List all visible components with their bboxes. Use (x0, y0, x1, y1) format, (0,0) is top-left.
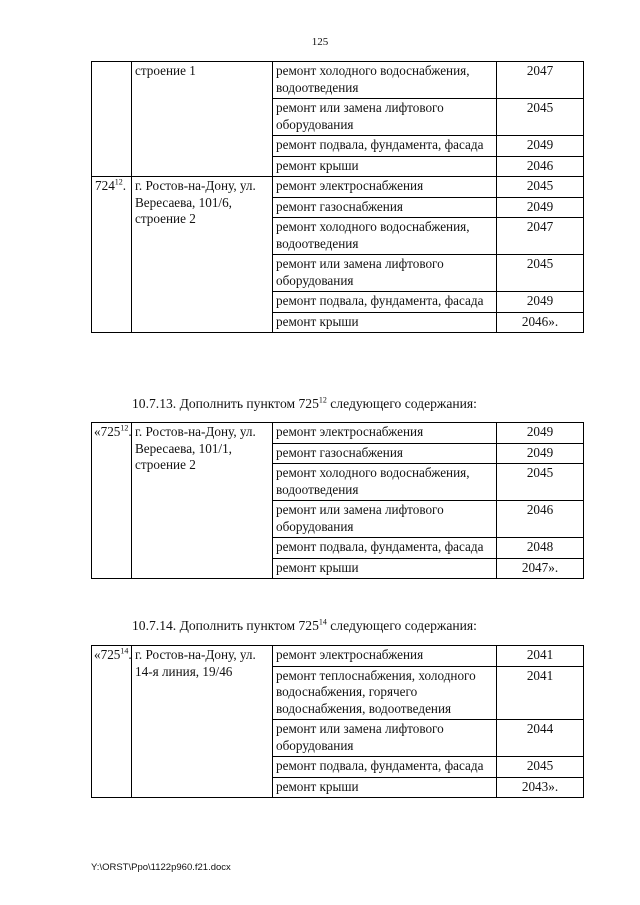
work-cell: ремонт холодного водоснабжения, водоотведения (273, 464, 497, 501)
paragraph-text-end: следующего содержания: (326, 618, 477, 633)
year-cell: 2044 (497, 720, 584, 757)
year-cell: 2049 (497, 197, 584, 218)
item-number-sup: 12 (114, 177, 123, 187)
year-cell: 2046». (497, 312, 584, 333)
paragraph-text-end: следующего содержания: (326, 396, 477, 411)
year-cell: 2049 (497, 423, 584, 444)
year-cell: 2041 (497, 646, 584, 667)
item-number: 724 (95, 178, 115, 193)
work-cell: ремонт или замена лифтового оборудования (273, 501, 497, 538)
work-cell: ремонт газоснабжения (273, 443, 497, 464)
paragraph-sup: 14 (318, 617, 327, 627)
paragraph-sup: 12 (318, 395, 327, 405)
address-cell: г. Ростов-на-Дону, ул. Вересаева, 101/6, строение 2 (132, 177, 273, 333)
work-cell: ремонт подвала, фундамента, фасада (273, 136, 497, 157)
work-cell: ремонт электроснабжения (273, 423, 497, 444)
item-number-cell (92, 646, 132, 798)
year-cell: 2045 (497, 255, 584, 292)
works-table-725-12 (91, 422, 584, 579)
year-cell: 2045 (497, 464, 584, 501)
paragraph-text: 10.7.14. Дополнить пунктом 725 (132, 618, 319, 633)
work-cell: ремонт крыши (273, 777, 497, 798)
amendment-paragraph (132, 396, 477, 412)
year-cell: 2048 (497, 538, 584, 559)
item-number-sup: 14 (120, 646, 129, 656)
table-row (92, 177, 584, 198)
year-cell: 2047 (497, 218, 584, 255)
work-cell: ремонт или замена лифтового оборудования (273, 720, 497, 757)
year-cell: 2043». (497, 777, 584, 798)
works-table-continued (91, 61, 584, 333)
item-number-cell (92, 423, 132, 579)
year-cell: 2041 (497, 666, 584, 720)
work-cell: ремонт крыши (273, 558, 497, 579)
work-cell: ремонт холодного водоснабжения, водоотведения (273, 218, 497, 255)
work-cell: ремонт или замена лифтового оборудования (273, 255, 497, 292)
address-cell: г. Ростов-на-Дону, ул. Вересаева, 101/1, строение 2 (132, 423, 273, 579)
address-cell: строение 1 (132, 62, 273, 177)
item-number-suffix: . (128, 424, 132, 439)
address-cell: г. Ростов-на-Дону, ул. 14-я линия, 19/46 (132, 646, 273, 798)
year-cell: 2045 (497, 99, 584, 136)
page-number: 125 (311, 36, 329, 48)
year-cell: 2049 (497, 136, 584, 157)
year-cell: 2045 (497, 177, 584, 198)
file-path-footer: Y:\ORST\Ppo\1122p960.f21.docx (91, 862, 231, 873)
work-cell: ремонт подвала, фундамента, фасада (273, 538, 497, 559)
item-number-sup: 12 (120, 423, 129, 433)
work-cell: ремонт электроснабжения (273, 646, 497, 667)
work-cell: ремонт электроснабжения (273, 177, 497, 198)
year-cell: 2049 (497, 292, 584, 313)
work-cell: ремонт теплоснабжения, холодного водоснабжения, горячего водоснабжения, водоотведения (273, 666, 497, 720)
item-number-suffix: . (128, 647, 132, 662)
work-cell: ремонт подвала, фундамента, фасада (273, 757, 497, 778)
item-number: «725 (94, 647, 121, 662)
works-table-725-14 (91, 645, 584, 798)
year-cell: 2047». (497, 558, 584, 579)
work-cell: ремонт крыши (273, 312, 497, 333)
year-cell: 2049 (497, 443, 584, 464)
item-number-suffix: . (122, 178, 127, 193)
table-row (92, 646, 584, 667)
year-cell: 2046 (497, 156, 584, 177)
table-row (92, 423, 584, 444)
year-cell: 2045 (497, 757, 584, 778)
paragraph-text: 10.7.13. Дополнить пунктом 725 (132, 396, 319, 411)
item-number: «725 (94, 424, 121, 439)
year-cell: 2047 (497, 62, 584, 99)
year-cell: 2046 (497, 501, 584, 538)
work-cell: ремонт подвала, фундамента, фасада (273, 292, 497, 313)
work-cell: ремонт холодного водоснабжения, водоотведения (273, 62, 497, 99)
work-cell: ремонт газоснабжения (273, 197, 497, 218)
amendment-paragraph (132, 618, 477, 634)
table-row (92, 62, 584, 99)
work-cell: ремонт крыши (273, 156, 497, 177)
item-number-cell (92, 177, 132, 333)
work-cell: ремонт или замена лифтового оборудования (273, 99, 497, 136)
item-number-cell (92, 62, 132, 177)
